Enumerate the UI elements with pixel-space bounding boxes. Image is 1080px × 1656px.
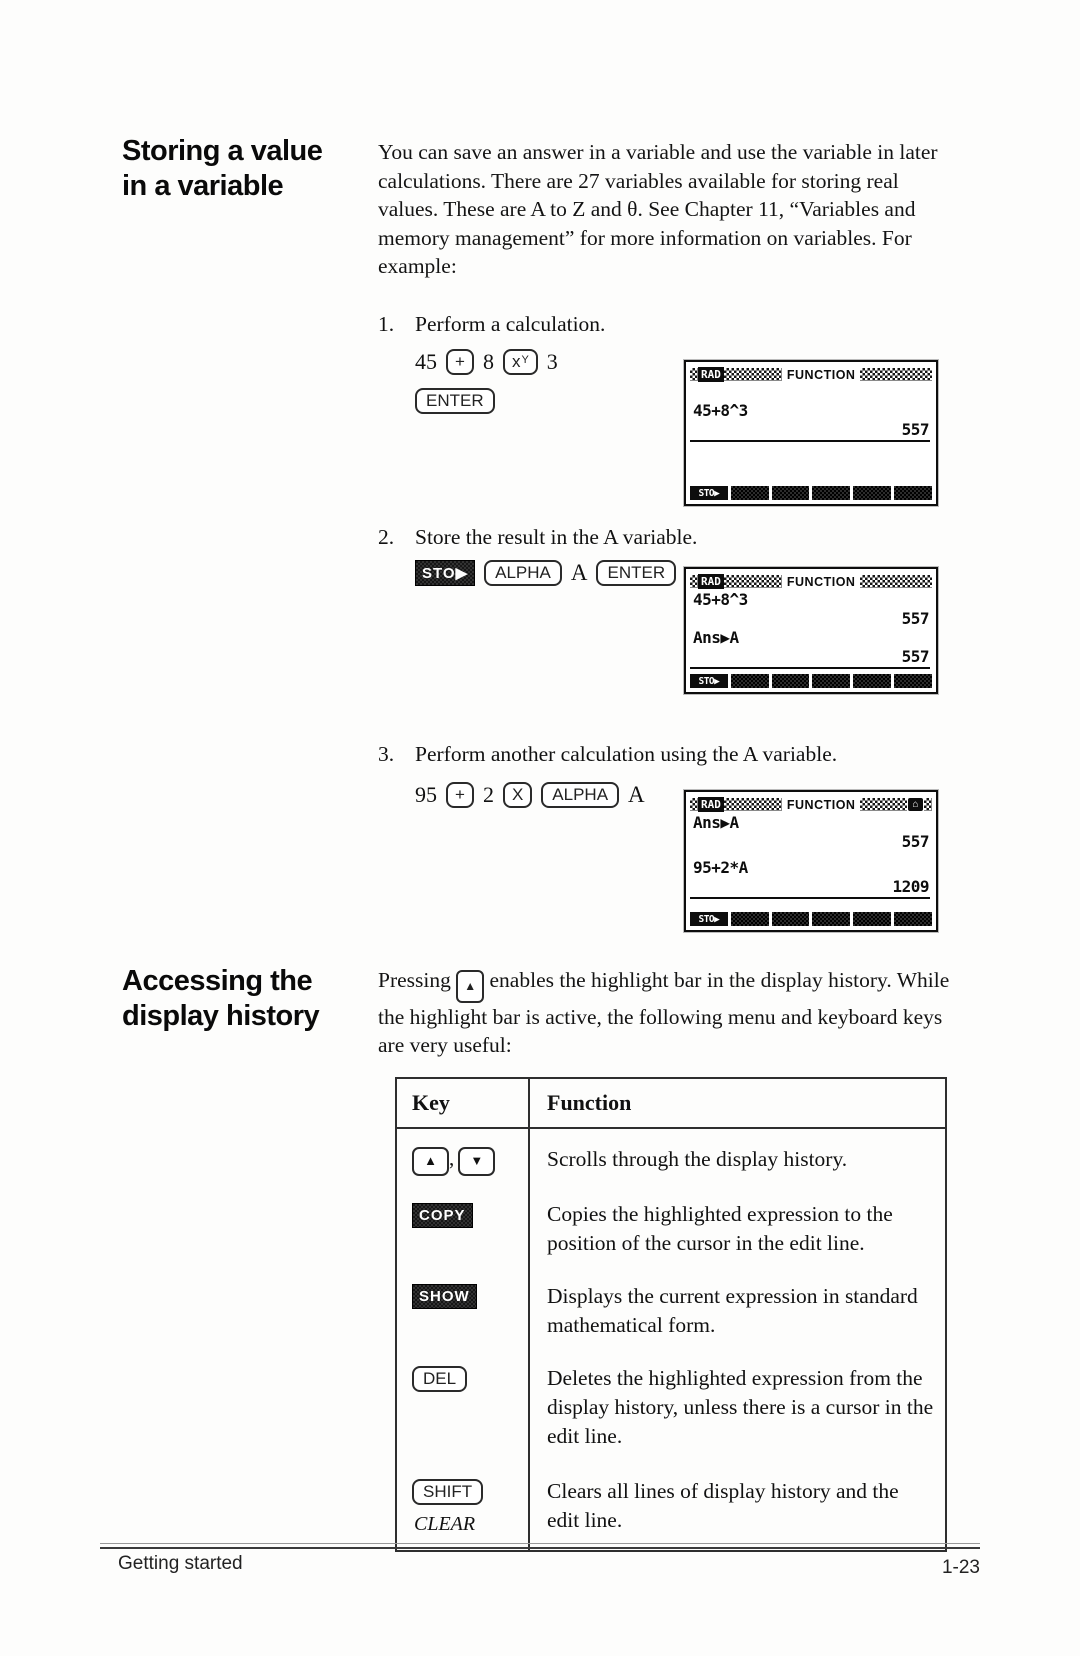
letter-A: A <box>628 782 645 807</box>
del-key: DEL <box>412 1366 467 1392</box>
power-key-base: x <box>511 352 521 371</box>
show-softkey: SHOW <box>412 1284 477 1309</box>
paragraph-text: Pressing <box>378 968 451 992</box>
lcd-header <box>690 796 932 813</box>
digit: 8 <box>482 349 494 374</box>
section2-paragraph <box>378 966 958 1060</box>
calculator-screen-1 <box>684 360 938 506</box>
copy-softkey: COPY <box>412 1203 473 1228</box>
enter-key: ENTER <box>415 388 495 414</box>
softkey-blank <box>731 912 769 926</box>
lcd-result: 557 <box>901 832 929 851</box>
step-3-number: 3. <box>378 742 395 766</box>
softkey-blank <box>812 486 850 500</box>
power-key-sup: Y <box>521 354 529 366</box>
table-row <box>397 1129 945 1176</box>
letter-A: A <box>570 560 588 585</box>
function-cell: Scrolls through the display history. <box>547 1147 848 1171</box>
column-header-key: Key <box>412 1090 450 1115</box>
digits: 95 <box>415 782 437 807</box>
softkey-menu <box>690 674 932 688</box>
softkey-blank <box>772 912 810 926</box>
key-cell <box>397 1340 530 1451</box>
table-row <box>397 1451 945 1550</box>
step-2-keystrokes <box>415 560 676 586</box>
lcd-expression: 95+2*A <box>693 858 748 877</box>
shift-key: SHIFT <box>412 1479 483 1505</box>
section2-heading-line1: Accessing the <box>122 965 313 997</box>
step-2 <box>378 525 697 550</box>
lcd-result: 557 <box>901 609 929 628</box>
footer-rule <box>100 1547 980 1549</box>
softkey-blank <box>772 674 810 688</box>
plus-key: + <box>446 782 474 808</box>
step-1-number: 1. <box>378 312 395 336</box>
digit: 2 <box>482 782 494 807</box>
checker-pattern <box>924 798 932 811</box>
softkey-sto: STO▶ <box>690 486 728 500</box>
function-cell: Deletes the highlighted expression from the display history, unless there is a cursor in the edit line. <box>547 1365 934 1448</box>
lcd-expression: 45+8^3 <box>693 590 748 609</box>
table-row <box>397 1176 945 1258</box>
key-function-table <box>395 1077 947 1552</box>
table-row <box>397 1340 945 1451</box>
step-1 <box>378 312 605 337</box>
mode-label: FUNCTION <box>786 797 856 812</box>
key-cell <box>397 1176 530 1258</box>
lcd-expression: Ans▶A <box>693 813 739 832</box>
softkey-blank <box>853 912 891 926</box>
step-3-text: Perform another calculation using the A variable. <box>415 742 838 766</box>
softkey-sto: STO▶ <box>690 674 728 688</box>
checker-pattern <box>690 798 698 811</box>
step-3-keystrokes <box>415 782 645 808</box>
checker-pattern <box>724 575 782 588</box>
section1-intro: You can save an answer in a variable and use the variable in later calculations. There are 27 variables available for storing real values. These are A to Z and θ. See Chapter 11, “Variables and memory management” for more information on variables. For example: <box>378 140 938 278</box>
step-1-text: Perform a calculation. <box>415 312 606 336</box>
softkey-blank <box>853 674 891 688</box>
rad-annunciator: RAD <box>698 574 724 589</box>
softkey-blank <box>812 912 850 926</box>
table-header-row <box>397 1079 945 1129</box>
section1-heading-line1: Storing a value <box>122 135 323 167</box>
function-cell: Clears all lines of display history and the edit line. <box>547 1478 899 1532</box>
softkey-blank <box>731 674 769 688</box>
softkey-blank <box>772 486 810 500</box>
function-cell: Displays the current expression in standard mathematical form. <box>547 1283 918 1337</box>
softkey-sto: STO▶ <box>690 912 728 926</box>
mode-label: FUNCTION <box>786 367 856 382</box>
footer-section-title: Getting started <box>118 1553 243 1574</box>
softkey-blank <box>731 486 769 500</box>
up-arrow-key: ▲ <box>456 970 484 1003</box>
checker-pattern <box>690 368 698 381</box>
paragraph-text: enables the highlight bar in the display history. While the highlight bar is active, the following menu and keyboard keys are very useful: <box>378 968 950 1057</box>
softkey-blank <box>853 486 891 500</box>
softkey-blank <box>894 486 932 500</box>
multiply-key: X <box>503 782 532 808</box>
checker-pattern <box>860 798 907 811</box>
plus-key: + <box>446 349 474 375</box>
power-key <box>503 349 538 375</box>
checker-pattern <box>724 798 782 811</box>
clear-label: CLEAR <box>414 1512 476 1535</box>
calculator-screen-3 <box>684 790 938 932</box>
alpha-key: ALPHA <box>541 782 619 808</box>
checker-pattern <box>724 368 782 381</box>
checker-pattern <box>690 575 698 588</box>
softkey-blank <box>894 912 932 926</box>
softkey-blank <box>812 674 850 688</box>
busy-annunciator-icon: ⌂ <box>908 798 923 811</box>
softkey-menu <box>690 912 932 926</box>
checker-pattern <box>860 368 932 381</box>
rad-annunciator: RAD <box>698 367 724 382</box>
alpha-key: ALPHA <box>484 560 562 586</box>
section2-heading-line2: display history <box>122 1000 320 1032</box>
enter-key: ENTER <box>596 560 676 586</box>
column-header-function: Function <box>547 1090 632 1115</box>
mode-label: FUNCTION <box>786 574 856 589</box>
lcd-header <box>690 573 932 590</box>
step-2-text: Store the result in the A variable. <box>415 525 698 549</box>
step-3 <box>378 742 837 767</box>
step-1-keystrokes-2 <box>415 388 495 414</box>
lcd-result: 557 <box>901 647 929 666</box>
up-arrow-key: ▲ <box>412 1147 449 1176</box>
key-cell <box>397 1451 530 1550</box>
digit: 3 <box>546 349 558 374</box>
footer-page-number: 1-23 <box>941 1557 980 1578</box>
lcd-expression: 45+8^3 <box>693 401 748 420</box>
sto-key: STO▶ <box>415 560 475 586</box>
softkey-blank <box>894 674 932 688</box>
step-1-keystrokes <box>415 349 558 375</box>
key-cell <box>397 1129 530 1176</box>
key-cell <box>397 1258 530 1340</box>
calculator-screen-2 <box>684 567 938 694</box>
digits: 45 <box>415 349 437 374</box>
table-row <box>397 1258 945 1340</box>
softkey-menu <box>690 486 932 500</box>
rad-annunciator: RAD <box>698 797 724 812</box>
lcd-result: 557 <box>901 420 929 439</box>
lcd-result: 1209 <box>892 877 929 896</box>
section1-heading-line2: in a variable <box>122 170 284 202</box>
lcd-expression: Ans▶A <box>693 628 739 647</box>
footer-rule-light <box>100 1543 980 1544</box>
function-cell: Copies the highlighted expression to the position of the cursor in the edit line. <box>547 1201 893 1255</box>
step-2-number: 2. <box>378 525 395 549</box>
lcd-header <box>690 366 932 383</box>
key-separator: , <box>449 1146 455 1170</box>
down-arrow-key: ▼ <box>458 1147 495 1176</box>
checker-pattern <box>860 575 932 588</box>
